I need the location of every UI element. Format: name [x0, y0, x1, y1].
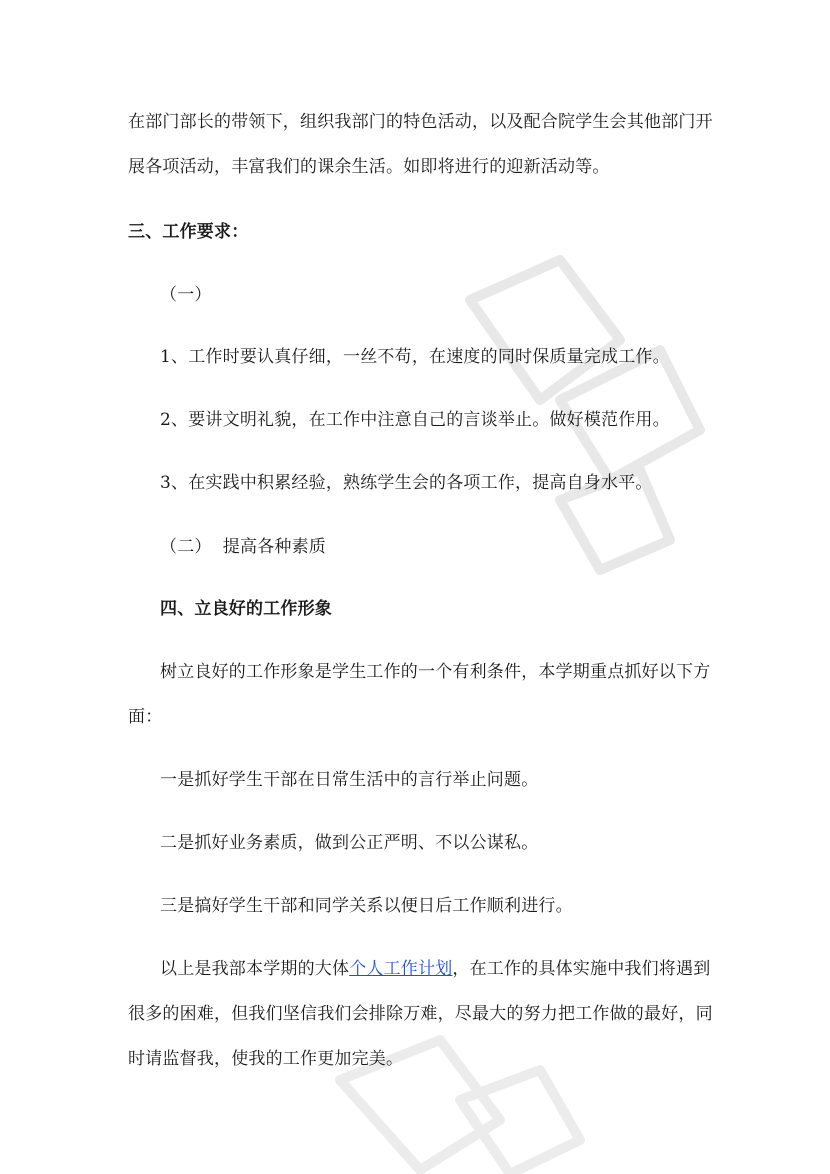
point-1: 一是抓好学生干部在日常生活中的言行举止问题。: [160, 770, 539, 790]
section-heading-3: 三、工作要求：: [128, 222, 249, 242]
point-3: 三是搞好学生干部和同学关系以便日后工作顺利进行。: [160, 896, 573, 916]
personal-work-plan-link[interactable]: 个人工作计划: [349, 959, 453, 979]
point-2: 二是抓好业务素质，做到公正严明、不以公谋私。: [160, 833, 539, 853]
closing-line-2: 很多的困难，但我们坚信我们会排除万难，尽最大的努力把工作做的最好，同: [128, 1004, 713, 1024]
paragraph-2-line-2: 面：: [128, 707, 163, 727]
paragraph-2-line-1: 树立良好的工作形象是学生工作的一个有利条件，本学期重点抓好以下方: [160, 662, 711, 682]
paragraph-1-line-1: 在部门部长的带领下，组织我部门的特色活动，以及配合院学生会其他部门开: [128, 112, 713, 132]
closing-text-before-link: 以上是我部本学期的大体: [160, 959, 350, 979]
paragraph-1-line-2: 展各项活动，丰富我们的课余生活。如即将进行的迎新活动等。: [128, 157, 610, 177]
subheading-2: （二） 提高各种素质: [160, 537, 327, 557]
requirement-item-2: 2、要讲文明礼貌，在工作中注意自己的言谈举止。做好模范作用。: [160, 410, 670, 430]
requirement-item-1: 1、工作时要认真仔细，一丝不苟，在速度的同时保质量完成工作。: [160, 347, 670, 367]
closing-text-after-link: ，在工作的具体实施中我们将遇到: [452, 959, 711, 979]
section-heading-4: 四、立良好的工作形象: [160, 599, 332, 619]
closing-line-1: [160, 957, 710, 981]
closing-line-3: 时请监督我，使我的工作更加完美。: [128, 1049, 404, 1069]
subheading-1: （一）: [160, 285, 212, 305]
requirement-item-3: 3、在实践中积累经验，熟练学生会的各项工作，提高自身水平。: [160, 473, 653, 493]
